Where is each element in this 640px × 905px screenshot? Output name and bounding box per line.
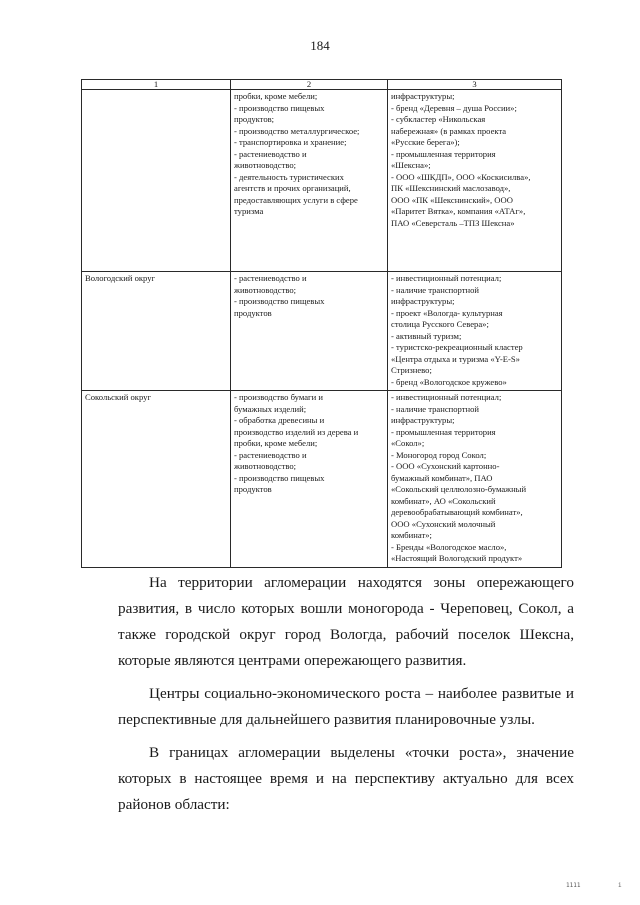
cell-line: животноводство; xyxy=(234,461,297,471)
cell-line: ПК «Шекснинский маслозавод», xyxy=(391,183,511,193)
cell-line: - ООО «ШКДП», ООО «Коскисилва», xyxy=(391,171,531,182)
page-number: 184 xyxy=(310,38,330,53)
cell-line: Стризнево; xyxy=(391,365,432,375)
cell-line: туризма xyxy=(234,206,264,216)
activities-cell xyxy=(231,90,388,272)
table-row xyxy=(82,272,562,391)
cell-line: агентств и прочих организаций, xyxy=(234,183,351,193)
cell-line: предоставляющих услуги в сфере xyxy=(234,194,358,205)
cell-line: продуктов xyxy=(234,307,272,318)
footer-mark: i xyxy=(618,882,622,889)
cell-line: животноводство; xyxy=(234,160,297,170)
paragraph: В границах агломерации выделены «точки роста», значение которых в настоящее время и на перспективу актуально для всех районов области: xyxy=(118,744,574,813)
cell-line: ООО «ПК «Шекснинский», ООО xyxy=(391,194,513,205)
factors-cell xyxy=(388,272,562,391)
cell-line: - растениеводство и xyxy=(234,273,307,283)
cell-line: - растениеводство и xyxy=(234,148,307,159)
cell-line: - промышленная территория xyxy=(391,148,496,159)
cell-line: «Паритет Вятка», компания «АТАг», xyxy=(391,206,526,216)
cell-line: - активный туризм; xyxy=(391,330,462,341)
district-name-cell: Сокольский округ xyxy=(82,391,231,568)
cell-line: - наличие транспортной xyxy=(391,403,479,414)
cell-line: - бренд «Вологодское кружево» xyxy=(391,376,507,387)
cell-line: - производство пищевых xyxy=(234,102,325,113)
cell-line: - транспортировка и хранение; xyxy=(234,137,347,147)
cell-line: «Шексна»; xyxy=(391,160,431,170)
cell-line: - производство бумаги и xyxy=(234,392,323,402)
cell-line: - туристско-рекреационный кластер xyxy=(391,342,523,352)
cell-line: инфраструктуры; xyxy=(391,91,455,101)
cell-line: бумажных изделий; xyxy=(234,403,307,414)
cell-line: - производство металлургическое; xyxy=(234,125,360,136)
territory-table xyxy=(81,79,562,568)
cell-line: комбинат», АО «Сокольский xyxy=(391,495,496,506)
table-header-cell: 2 xyxy=(231,80,388,90)
cell-line: пробки, кроме мебели; xyxy=(234,91,318,101)
cell-line: инфраструктуры; xyxy=(391,415,455,425)
activities-cell xyxy=(231,391,388,568)
cell-line: производство изделий из дерева и xyxy=(234,426,359,437)
cell-line: - Моногород город Сокол; xyxy=(391,449,487,460)
district-name-cell xyxy=(82,90,231,272)
cell-line: ПАО «Северсталь –ТПЗ Шексна» xyxy=(391,217,515,228)
cell-line: набережная» (в рамках проекта xyxy=(391,125,507,136)
cell-line: - субкластер «Никольская xyxy=(391,114,486,124)
cell-line: деревообрабатывающий комбинат», xyxy=(391,507,523,517)
cell-line: продуктов xyxy=(234,484,272,494)
cell-line: животноводство; xyxy=(234,284,297,295)
paragraph: Центры социально-экономического роста – наиболее развитые и перспективные для дальнейшего развития планировочные узлы. xyxy=(118,685,574,728)
cell-line: - бренд «Деревня – душа России»; xyxy=(391,102,517,113)
cell-line: «Сокол»; xyxy=(391,438,425,448)
cell-line: - проект «Вологда- культурная xyxy=(391,307,503,318)
table-header-cell: 1 xyxy=(82,80,231,90)
cell-line: столица Русского Севера»; xyxy=(391,319,489,329)
cell-line: пробки, кроме мебели; xyxy=(234,438,318,448)
cell-line: бумажный комбинат», ПАО xyxy=(391,472,493,483)
cell-line: инфраструктуры; xyxy=(391,296,455,306)
cell-line: «Сокольский целлюлозно-бумажный xyxy=(391,484,527,494)
body-text xyxy=(118,570,574,825)
cell-line: - наличие транспортной xyxy=(391,284,479,295)
cell-line: - производство пищевых xyxy=(234,472,325,483)
table-header-cell: 3 xyxy=(388,80,562,90)
cell-line: «Русские берега»); xyxy=(391,137,460,147)
table-row xyxy=(82,90,562,272)
cell-line: - Бренды «Вологодское масло», xyxy=(391,541,507,552)
cell-line: - промышленная территория xyxy=(391,426,496,437)
cell-line: - производство пищевых xyxy=(234,296,325,306)
table-header-row xyxy=(82,80,562,90)
paragraph: На территории агломерации находятся зоны опережающего развития, в число которых вошли моногорода - Череповец, Сокол, а также городской округ город Вологда, рабочий поселок Шексна, которые являются центрами опережающего развития. xyxy=(118,574,574,669)
cell-line: «Центра отдыха и туризма «Y-E-S» xyxy=(391,353,520,364)
footer-code: 1111 xyxy=(566,882,581,889)
cell-line: - растениеводство и xyxy=(234,449,307,460)
table-row xyxy=(82,391,562,568)
cell-line: комбинат»; xyxy=(391,530,432,540)
cell-line: - обработка древесины и xyxy=(234,415,325,425)
factors-cell xyxy=(388,90,562,272)
cell-line: продуктов; xyxy=(234,114,275,124)
cell-line: - деятельность туристических xyxy=(234,171,344,182)
activities-cell xyxy=(231,272,388,391)
cell-line: «Настоящий Вологодский продукт» xyxy=(391,553,523,563)
cell-line: - инвестиционный потенциал; xyxy=(391,273,502,283)
cell-line: - инвестиционный потенциал; xyxy=(391,392,502,402)
district-name-cell: Вологодский округ xyxy=(82,272,231,391)
factors-cell xyxy=(388,391,562,568)
cell-line: ООО «Сухонский молочный xyxy=(391,518,496,529)
cell-line: - ООО «Сухонский картонно- xyxy=(391,461,500,471)
